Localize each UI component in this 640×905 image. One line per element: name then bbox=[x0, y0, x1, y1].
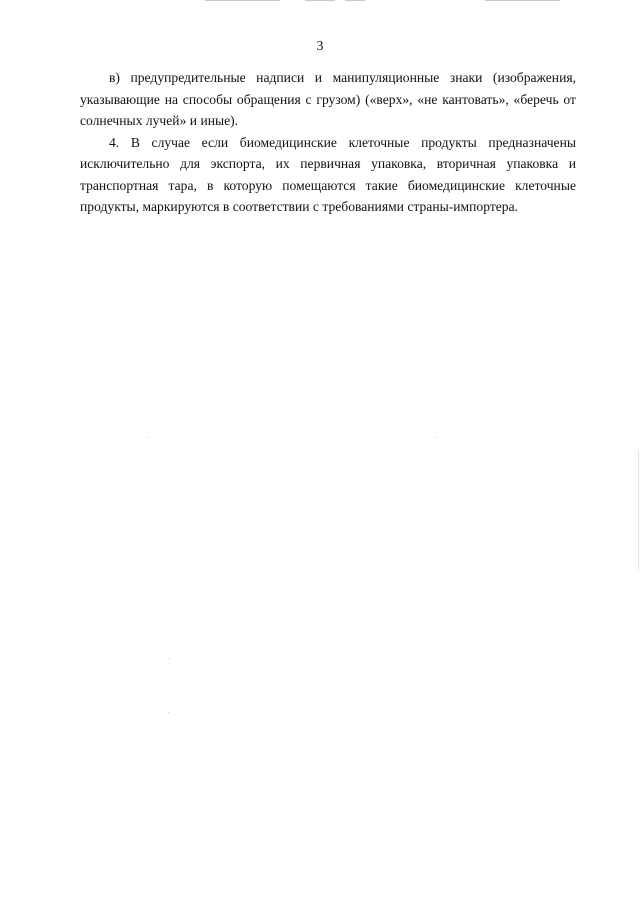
paragraph-item-4: 4. В случае если биомедицинские клеточные продукты предназначены исключительно для экспорта, их первичная упаковка, вторичная упаковка и транспортная тара, в которую помещаются такие биомедицинские клеточные продукты, маркируются в соответствии с требованиями страны-импортера. bbox=[80, 134, 576, 214]
page-number: 3 bbox=[316, 39, 324, 54]
scan-edge-shadow bbox=[638, 450, 639, 570]
document-body bbox=[80, 67, 576, 218]
scan-artifact bbox=[168, 658, 169, 659]
scan-top-edge-marks bbox=[0, 0, 640, 4]
scan-artifact bbox=[147, 437, 148, 438]
paragraph-item-v: в) предупредительные надписи и манипуляционные знаки (изображения, указывающие на способы обращения с грузом) («верх», «не кантовать», «беречь от солнечных лучей» и иные). bbox=[80, 70, 576, 128]
scan-artifact bbox=[435, 437, 436, 438]
scan-artifact bbox=[168, 712, 169, 713]
